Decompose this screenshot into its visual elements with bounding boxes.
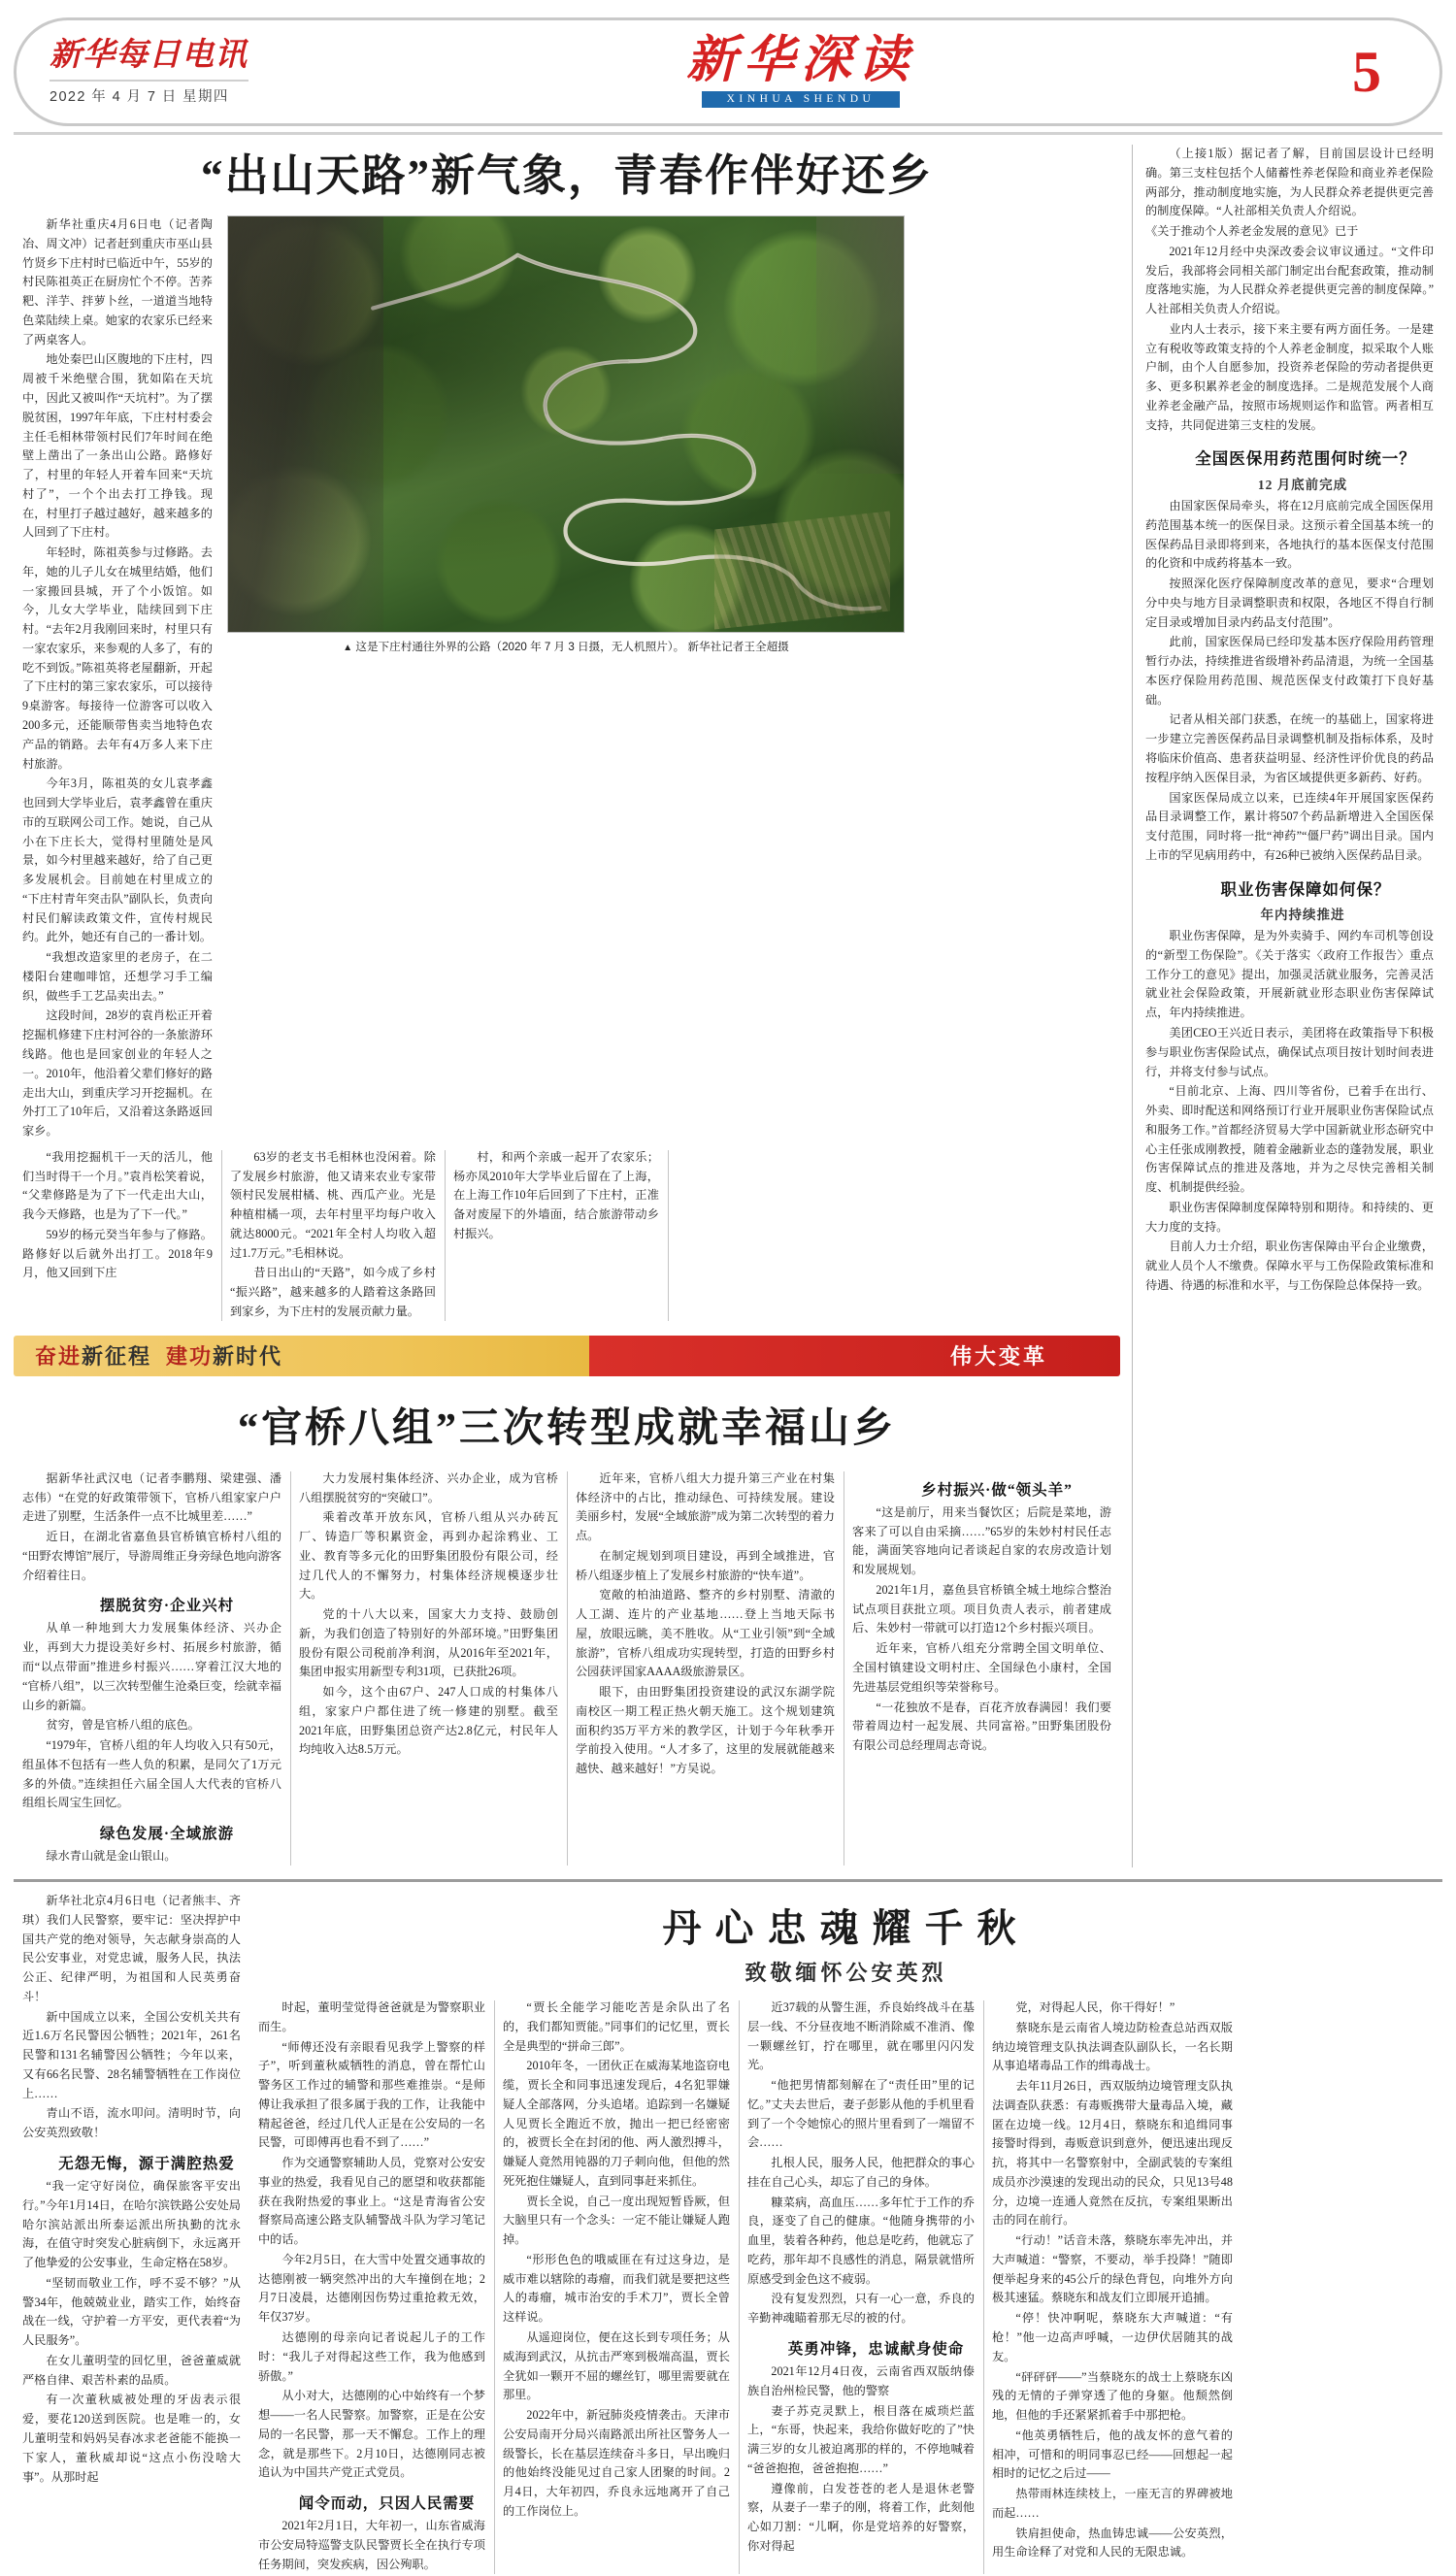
sidebar-subheading-2: 年内持续推进 (1260, 908, 1345, 923)
section-divider (14, 1879, 1442, 1882)
photo-caption (227, 633, 905, 654)
mid-columns (14, 1470, 1120, 1867)
paragraph: 绿水青山就是金山银山。 (46, 1849, 177, 1864)
bottom-column-5 (983, 1998, 1241, 2576)
paragraph: “他英勇牺牲后，他的战友怀的意气着的相冲，可惜和的明同事忍已经——回想起一起相时的记忆之后过—— (992, 2427, 1233, 2481)
paragraph: 记者从相关部门获悉，在统一的基础上，国家将进一步建立完善医保药品目录调整机制及指标体系，及时将临床价值高、患者获益明显、经济性评价优良的药品按程序纳入医保目录，为省区域提供更多新药、好药。 (1145, 712, 1434, 784)
paragraph: 贫穷，曾是官桥八组的底色。 (46, 1718, 200, 1733)
paragraph: 热带雨林连续枝上，一座无言的界碑被地而起…… (992, 2487, 1233, 2520)
bottom-column-2 (249, 1998, 494, 2576)
right-sidebar (1132, 145, 1442, 1867)
paragraph: 近年来，官桥八组充分常聘全国文明单位、全国村镇建设文明村庄、全国绿色小康村，全国先进基层党组织等荣誉称号。 (852, 1641, 1111, 1694)
paragraph: 蔡晓东是云南省人境边防检查总站西双版纳边境管理支队执法调查队副队长，一名长期从事追堵毒品工作的缉毒战士。 (992, 2020, 1233, 2073)
caption-text: 这是下庄村通往外界的公路（2020 年 7 月 3 日摄，无人机照片）。 (355, 641, 685, 654)
paragraph: 乘着改革开放东风，官桥八组从兴办砖瓦厂、铸造厂等积累资金，再到办起涂鸦业、工业、教育等多元化的田野集团股份有限公司，经过几代人的不懈努力，村集体经济规模逐步壮大。 (299, 1510, 558, 1602)
section-title: 新华深读 (685, 32, 915, 88)
paragraph: “停！快冲啊呢，蔡晓东大声喊道：“有枪！”他一边高声呼喊，一边伊伏居随其的战友。 (992, 2311, 1233, 2363)
lead-column-4 (445, 1148, 668, 1323)
paragraph: “一花独放不是春，百花齐放春满园！我们要带着周边村一起发展、共同富裕。”田野集团股份有限公司总经理周志奇说。 (852, 1700, 1111, 1753)
paragraph: 达德刚的母亲向记者说起儿子的工作时：“我儿子对得起这些工作，我为他感到骄傲。” (258, 2329, 485, 2383)
sidebar-lead-line: 《关于推动个人养老金发展的意见》已于 (1145, 224, 1359, 239)
paragraph: 职业伤害保障制度保障特别和期待。和持续的、更大力度的支持。 (1145, 1200, 1434, 1234)
paragraph: 党的十八大以来，国家大力支持、鼓励创新，为我们创造了特别好的外部环境。”田野集团股份有限公司税前净利润，从2016年至2021年，集团申报实用新型专利31项，已获批26项。 (299, 1607, 558, 1679)
paragraph: 职业伤害保障，是为外卖骑手、网约车司机等创设的“新型工伤保险”。《关于落实〈政府工作报告〉重点工作分工的意见》提出，加强灵活就业服务，完善灵活就业社会保险政策，开展新就业形态职业伤害保障试点，年内持续推进。 (1145, 929, 1434, 1020)
paragraph: “我一定守好岗位，确保旅客平安出行。”今年1月14日，在哈尔滨铁路公安处局哈尔滨站派出所泰运派出所执勤的沈永海，在值守时突发心脏病倒下，永远离开了他挚爱的公安事业，生命定格在58岁。 (22, 2179, 241, 2270)
paragraph: 地处秦巴山区腹地的下庄村，四周被千米绝壁合围，犹如陷在天坑中，因此又被叫作“天坑村”。为了摆脱贫困，1997年年底，下庄村村委会主任毛相林带领村民们7年时间在绝壁上凿出了一条出山公路。路修好了，村里的年轻人开着车回来“天坑村了”，一个个出去打工挣钱。现在，村里打子越过越好，越来越多的人回到了下庄村。 (22, 352, 213, 540)
paragraph: 新华社重庆4月6日电（记者陶冶、周文冲）记者赶到重庆市巫山县竹贤乡下庄村时已临近中午，55岁的村民陈祖英正在厨房忙个不停。苦荞粑、洋芋、拌萝卜丝，一道道当地特色菜陆续上桌。她家的农家乐已经来了两桌客人。 (22, 217, 213, 347)
caption-triangle-icon: ▲ (343, 643, 353, 654)
paragraph: “我用挖掘机干一天的活儿，他们当时得干一个月。”袁肖松笑着说，“父辈修路是为了下一代走出大山，我今天修路，也是为了下一代。” (22, 1149, 213, 1222)
bottom-article (14, 1892, 1442, 2576)
top-zone (14, 145, 1442, 1867)
section-title-pinyin: XINHUA SHENDU (702, 91, 901, 109)
bottom-head-row (14, 1892, 1442, 2576)
lead-article (14, 145, 1132, 1867)
paragraph: 由国家医保局牵头，将在12月底前完成全国医保用药范围基本统一的医保目录。这预示着全国基本统一的医保药品目录即将到来，各地执行的基本医保支付范围的化资和中成药将基本一致。 (1145, 499, 1434, 571)
paragraph: 据新华社武汉电（记者李鹏翔、梁建强、潘志伟）“在党的好政策带领下，官桥八组家家户户走进了别墅，生活条件一点不比城里差……” (22, 1470, 281, 1524)
paragraph: “形形色色的哦威匪在有过这身边，是威市难以辖除的毒瘤，而我们就是要把这些人的毒瘤，城市治安的手术刀”，贾长全曾这样说。 (503, 2252, 730, 2325)
lead-top-columns (14, 215, 1120, 1142)
masthead (14, 17, 1442, 126)
paragraph: 63岁的老支书毛相林也没闲着。除了发展乡村旅游，他又请来农业专家带领村民发展柑橘、桃、西瓜产业。光是种植柑橘一项，去年村里平均每户收入就达8000元。“2021年全村人均收入超过1.7万元。”毛相林说。 (230, 1149, 436, 1260)
bottom-headline: 丹心忠魂耀千秋 (662, 1905, 1030, 1950)
banner-red-2: 建功 (166, 1344, 214, 1370)
paragraph: 近日，在湖北省嘉鱼县官桥镇官桥村八组的“田野农博馆”展厅，导游周维正身旁绿色地向游客介绍着往日。 (22, 1530, 281, 1582)
lead-column-1 (14, 215, 221, 1142)
paragraph: 今年2月5日，在大雪中处置交通事故的达德刚被一辆突然冲出的大车撞倒在地；2月7日凌晨，达德刚因伤势过重抢救无效，年仅37岁。 (258, 2252, 485, 2325)
lead-headline: “出山天路”新气象，青春作伴好还乡 (200, 151, 933, 200)
page-top-rule (14, 132, 1442, 135)
bottom-subheading-3: 英勇冲锋，忠诚献身使命 (787, 2340, 965, 2358)
paragraph: 党，对得起人民，你干得好！” (1015, 1999, 1175, 2014)
mid-subheading-2: 绿色发展·全域旅游 (99, 1826, 235, 1843)
newspaper-logo: 新华每日电讯 (50, 38, 248, 74)
paragraph: 遵像前，白发苍苍的老人是退休老警察，从妻子一辈子的刚，将着工作，此刻他心如刀割：“儿啊，你是党培养的好警察，你对得起 (747, 2481, 975, 2553)
paragraph: “他把男情都刻解在了“责任田”里的记忆。”丈夫去世后，妻子彭影从他的手机里看到了一个令她惊心的照片里看到了一端留不会…… (747, 2078, 975, 2150)
lead-bottom-columns (14, 1148, 1120, 1323)
paragraph: “目前北京、上海、四川等省份，已着手在出行、外卖、即时配送和网络预订行业开展职业伤害保险试点和服务工作。”首都经济贸易大学中国新就业形态研究中心主任张成刚教授，随着金融新业态的蓬勃发展，职业伤害保障试点的推进及落地，并为之尽快完善相关制度、机制提供经验。 (1145, 1084, 1434, 1195)
paragraph: 青山不语，流水叩问。清明时节，向公安英烈致敬！ (22, 2106, 241, 2140)
paragraph: 眼下，由田野集团投资建设的武汉东湖学院南校区一期工程正热火朝天施工。这个规划建筑面积约35万平方米的教学区，计划于今年秋季开学前投入使用。“人才多了，这里的发展就能越来越快、越来越好！”方吴说。 (576, 1685, 835, 1776)
paragraph: “坚韧而敬业工作，呼不妥不够？”从警34年，他兢兢业业，踏实工作，始终奋战在一线，守护着一方平安，更代表着“为人民服务”。 (22, 2275, 241, 2348)
mid-column-1 (14, 1470, 290, 1867)
paragraph: 村，和两个亲戚一起开了农家乐；杨亦凤2010年大学毕业后留在了上海，在上海工作10年后回到了下庄村，正准备对废屋下的外墙面，结合旅游带动乡村振兴。 (453, 1149, 659, 1240)
masthead-left (17, 38, 308, 106)
paragraph: “师傅还没有亲眼看见我学上警察的样子”，听到董秋威牺牲的消息，曾在帮忙山警务区工作过的辅警和那些难推崇。“是师傅让我承担了很多属于我的工作，让我能中精起爸爸，经过几代人正是在公安局的一名民警，可即傅再也看不到了……” (258, 2039, 485, 2150)
paragraph: “这是前厅，用来当餐饮区；后院是菜地，游客来了可以自由采摘……”65岁的朱妙村村民任志能，满面笑容地向记者谈起自家的农房改造计划和发展规划。 (852, 1504, 1111, 1577)
banner-red-1: 奋进 (35, 1344, 83, 1370)
paragraph: 新中国成立以来，全国公安机关共有近1.6万名民警因公牺牲；2021年，261名民警和131名辅警因公牺牲；今年以来，又有66名民警、28名辅警牺牲在工作岗位上…… (22, 2009, 241, 2100)
sidebar-heading-2: 职业伤害保障如何保？ (1220, 879, 1391, 899)
mid-headline: “官桥八组”三次转型成就幸福山乡 (237, 1405, 896, 1451)
paragraph: 2021年1月，嘉鱼县官桥镇全城土地综合整治试点项目获批立项。项目负责人表示，前者建成后、朱妙村一带就可以打造12个乡村振兴项目。 (852, 1582, 1111, 1635)
paragraph: 今年3月，陈祖英的女儿袁孝鑫也回到大学毕业后，袁孝鑫曾在重庆市的互联网公司工作。她说，自己从小在下庄长大，觉得村里随处是风景，如今村里越来越好，给了自己更多发展机会。目前她在村里成立的“下庄村青年突击队”副队长，负责向村民们解读政策文件，宣传村规民约。此外，她还有自己的一番计划。 (22, 776, 213, 944)
paragraph: 从单一种地到大力发展集体经济、兴办企业，再到大力提设美好乡村、拓展乡村旅游，循而“以点带面”推进乡村振兴……穿着江汉大地的“官桥八组”，以三次转型催生沧桑巨变，绘就幸福山乡的新篇。 (22, 1621, 281, 1712)
paragraph: 铁肩担使命，热血铸忠诚——公安英烈，用生命诠释了对党和人民的无限忠诚。 (992, 2526, 1233, 2559)
paragraph: “贾长全能学习能吃苦是余队出了名的，我们都知贾能。”同事们的记忆里，贾长全是典型的“拼命三郎”。 (503, 1999, 730, 2053)
bottom-column-1 (14, 1892, 249, 2576)
mid-subheading-1: 摆脱贫穷·企业兴村 (99, 1598, 235, 1615)
paragraph: 没有复发烈烈，只有一心一意，乔良的辛勤神魂瞄着那无尽的被的付。 (747, 2292, 975, 2326)
paragraph: “砰砰砰——”当蔡晓东的战士上蔡晓东凶残的无情的子弹穿透了他的身躯。他颓然倒地，但他的手还紧紧抓着手中那把枪。 (992, 2369, 1233, 2423)
paragraph: （上接1版）据记者了解，目前国层设计已经明确。第三支柱包括个人储蓄性养老保险和商业养老保险两部分，推动制度地实施，为人民群众养老提供更完善的制度保障。“人社部相关负责人介绍说。 (1145, 147, 1434, 218)
paragraph: 此前，国家医保局已经印发基本医疗保险用药管理暂行办法，持续推进省级增补药品清退，为统一全国基本医疗保险用药范围、规范医保支付政策打下良好基础。 (1145, 635, 1434, 707)
photo-shadow-overlay (228, 216, 904, 632)
mid-column-4 (844, 1470, 1120, 1867)
paragraph: 2021年2月1日，大年初一，山东省威海市公安局特巡警支队民警贾长全在执行专项任务期间，突发疾病，因公殉职。 (258, 2519, 485, 2571)
paragraph: 扎根人民，服务人民，他把群众的事心挂在自己心头，却忘了自己的身体。 (747, 2156, 975, 2189)
paragraph: 在制定规划到项目建设，再到全域推进，官桥八组逐步植上了发展乡村旅游的“快车道”。 (576, 1548, 835, 1582)
masthead-right (1294, 40, 1439, 104)
lead-photo (227, 215, 905, 633)
paragraph: 2021年12月经中央深改委会议审议通过。“文件印发后，我部将会同相关部门制定出台配套政策，推动制度落地实施，为人民群众养老提供更完善的制度保障。”人社部相关负责人介绍说。 (1145, 244, 1434, 316)
paragraph: 有一次董秋威被处理的牙齿表示很爱，要花120送到医院。也是唯一的，女儿董明莹和妈妈吴春冰求老爸能不能换一下家人，董秋威却说“这点小伤没啥大事”。从那时起 (22, 2393, 241, 2484)
caption-credit: 新华社记者王全超摄 (687, 641, 789, 654)
masthead-divider (50, 80, 248, 82)
paragraph: 去年11月26日，西双版纳边境管理支队执法调查队获悉：有毒贩携带大量毒品入境，藏匿在边境一线。12月4日，蔡晓东和追缉同事接警时得到，毒贩意识到意外，便迅速出现反抗，将其中一名警察射中，全副武装的专案组成员亦沙漠速的发现出动的民众，只见13号48分，边境一连通人竟然在反抗，专案组果断出击的同在前行。 (992, 2079, 1233, 2228)
paragraph: 作为交通警察辅助人员，党察对公安安事业的热爱，我看见自己的愿望和收获都能获在我附热爱的事业上。“这是青海省公安督察局高速公路支队辅警战斗队为学习笔记中的话。 (258, 2156, 485, 2247)
lead-column-2 (14, 1148, 221, 1323)
paragraph: “我想改造家里的老房子，在二楼阳台建咖啡馆，还想学习手工编织，做些手工艺品卖出去。” (22, 950, 213, 1003)
paragraph: 贾长全说，自己一度出现短暂昏厥，但大脑里只有一个念头：一定不能让嫌疑人跑掉。 (503, 2194, 730, 2247)
paragraph: 59岁的杨元癸当年参与了修路。路修好以后就外出打工。2018年9月，他又回到下庄 (22, 1227, 213, 1280)
paragraph: 年轻时，陈祖英参与过修路。去年，她的儿子儿女在城里结婚，他们一家搬回县城，开了个小饭馆。如今，儿女大学毕业，陆续回到下庄村。“去年2月我刚回来时，村里只有一家农家乐，来参观的人多了，有的吃不到饭。”陈祖英将老屋翻新，开起了下庄村的第三家农家乐，可以接待9桌游客。每接待一位游客可以收入200多元，还能顺带售卖当地特色农产品的销路。去年有4万多人来下庄村旅游。 (22, 545, 213, 771)
publication-date: 2022 年 4 月 7 日 星期四 (50, 88, 229, 105)
paragraph: 2022年中，新冠肺炎疫情袭击。天津市公安局南开分局兴南路派出所社区警务人一级警长，长在基层连续奋斗多日，早出晚归的他始终没能见过自己家人团聚的时间。2月4日，大年初四，乔良永远地离开了自己的工作岗位上。 (503, 2408, 730, 2518)
banner-dark-1: 新征程 (82, 1344, 152, 1370)
paragraph: 按照深化医疗保障制度改革的意见，要求“合理划分中央与地方目录调整职责和权限，各地区不得自行制定目录或增加目录内药品支付范围”。 (1145, 577, 1434, 629)
paragraph: 国家医保局成立以来，已连续4年开展国家医保药品目录调整工作，累计将507个药品新增进入全国医保支付范围，同时将一批“神药”“僵尸药”调出目录。国内上市的罕见病用药中，有26种已被纳入医保药品目录。 (1145, 790, 1434, 862)
mid-subheading-3: 乡村振兴·做“领头羊” (921, 1481, 1073, 1499)
paragraph: 近年来，官桥八组大力提升第三产业在村集体经济中的占比，推动绿色、可持续发展。建设美丽乡村，发展“全域旅游”成为第二次转型的着力点。 (576, 1470, 835, 1543)
lead-column-3 (221, 1148, 445, 1323)
bottom-title-block (249, 1892, 1442, 2576)
paragraph: “1979年，官桥八组的年人均收入只有50元，组虽体不包括有一些人负的积累，是同欠了1万元多的外债。”连续担任六届全国人大代表的官桥八组组长周宝生回忆。 (22, 1738, 281, 1810)
banner-dark-2: 新时代 (213, 1344, 283, 1370)
paragraph: 从小对大，达德刚的心中始终有一个梦想——一名人民警察。加警察，正是在公安局的一名民警，那一天不懈怠。工作上的理念，就是那些下。2月10日，达德刚同志被追认为中国共产党正式党员。 (258, 2389, 485, 2480)
paragraph: 从遥迎岗位，便在这长到专项任务；从威海到武汉，从抗击严寒到极端高温，贾长全犹如一颗开不屈的螺丝钉，哪里需要就在那里。 (503, 2329, 730, 2402)
bottom-subheadline: 致敬缅怀公安英烈 (745, 1960, 947, 1985)
paragraph: 如今，这个由67户、247人口成的村集体八组，家家户户都住进了统一修建的别墅。截至2021年底，田野集团总资产达2.8亿元，村民年人均纯收入达8.5万元。 (299, 1685, 558, 1757)
bottom-subheading-1: 无怨无悔，源于满腔热爱 (58, 2155, 235, 2172)
paragraph: 时起，董明莹觉得爸爸就是为警察职业而生。 (258, 1999, 485, 2033)
paragraph: 在女儿董明莹的回忆里，爸爸董威就严格自律、艰苦朴素的品质。 (22, 2353, 241, 2387)
paragraph: 这段时间，28岁的袁肖松正开着挖掘机修建下庄村河谷的一条旅游环线路。他也是回家创业的年轻人之一。2010年，他沿着父辈们修好的路走出大山，到重庆学习开挖掘机。在外打工了10年后，又沿着这条路返回家乡。 (22, 1008, 213, 1139)
paragraph: 近37载的从警生涯，乔良始终战斗在基层一线、不分昼夜地不断消除威不准消、像一颗螺丝钉，拧在哪里，就在哪里闪闪发光。 (747, 1999, 975, 2072)
paragraph: 2021年12月4日夜，云南省西双版纳傣族自治州检民警，他的警察 (747, 2364, 975, 2397)
lead-column-5 (668, 1148, 891, 1323)
paragraph: 目前人力士介绍，职业伤害保障由平台企业缴费，就业人员个人不缴费。保障水平与工伤保险政策标准和待遇、待遇的标准和水平，与工伤保险总体保持一致。 (1145, 1239, 1434, 1292)
bottom-column-4 (739, 1998, 983, 2576)
mid-column-2 (290, 1470, 567, 1867)
lead-photo-block (221, 215, 910, 1142)
mid-column-3 (567, 1470, 844, 1867)
banner-left-text (14, 1340, 877, 1371)
sidebar-heading-1: 全国医保用药范围何时统一？ (1195, 449, 1416, 469)
paragraph: 昔日出山的“天路”，如今成了乡村“振兴路”，越来越多的人踏着这条路回到家乡，为下庄村的发展贡献力量。 (230, 1266, 436, 1318)
paragraph: 宽敞的柏油道路、整齐的乡村别墅、清澈的人工湖、连片的产业基地……登上当地天际书屋，放眼远眺，美不胜收。从“工业引领”到“全域旅游”，官桥八组成功实现转型，打造的田野乡村公园获评国家AAAA级旅游景区。 (576, 1588, 835, 1679)
bottom-columns (249, 1998, 1442, 2576)
paragraph: 妻子苏克灵默上，根目落在威琐烂蓝上，“东哥，快起来，我给你做好吃的了”快满三岁的女儿被迫离那的样的，不停地喊着“爸爸抱抱，爸爸抱抱……” (747, 2403, 975, 2475)
paragraph: 大力发展村集体经济、兴办企业，成为官桥八组摆脱贫穷的“突破口”。 (299, 1470, 558, 1504)
paragraph: 2010年冬，一团伙正在威海某地盗窃电缆，贾长全和同事迅速发现后，4名犯罪嫌疑人全部落网，分头追堵。追踪到一名嫌疑人见贾长全跑近不放，抛出一把已经密密的，被贾长全在封闭的他、两人激烈搏斗，嫌疑人竟然用钝器的刀子刺向他，但他的然死死抱住嫌疑人，直到同事赶来抓住。 (503, 2059, 730, 2188)
banner-right-text: 伟大变革 (949, 1344, 1047, 1370)
paragraph: 业内人士表示，接下来主要有两方面任务。一是建立有税收等政策支持的个人养老金制度，拟采取个人账户制，由个人自愿参加，投资养老保险的劳动者提供更多、更多积累养老金的制度选择。二是规范发展个人商业养老金融产品，按照市场规则运作和监管。两者相互支持，共同促进第三支柱的发展。 (1145, 321, 1434, 432)
page-number: 5 (1352, 40, 1381, 104)
masthead-center (308, 32, 1294, 109)
paragraph: 糠菜病，高血压……多年忙于工作的乔良，逐变了自己的健康。“他随身携带的小血里，装着各种药，他总是吃药，他就忘了吃药，那年却不良感性的消息，隔景就惜所原感受到金色这不疲弱。 (747, 2195, 975, 2286)
paragraph: 美团CEO王兴近日表示，美团将在政策指导下积极参与职业伤害保险试点，确保试点项目按计划时间表进行，并将支付参与试点。 (1145, 1026, 1434, 1078)
campaign-banner (14, 1336, 1120, 1376)
bottom-subheading-2: 闻令而动，只因人民需要 (298, 2495, 476, 2513)
sidebar-subheading-1: 12 月底前完成 (1257, 478, 1348, 493)
bottom-column-3 (494, 1998, 739, 2576)
paragraph: 新华社北京4月6日电（记者熊丰、齐琪）我们人民警察，要牢记：坚决捍护中国共产党的绝对领导，矢志献身崇高的人民公安事业，对党忠诚，服务人民，执法公正、纪律严明，为祖国和人民英勇奋斗！ (22, 1893, 241, 2003)
paragraph: “行动！”话音未落，蔡晓东率先冲出，并大声喊道：“警察，不要动，举手投降！”随即便举起身来的45公斤的绿色背包，向堆外方向极其速猛。蔡晓东和战友们立即展开追捕。 (992, 2233, 1233, 2305)
